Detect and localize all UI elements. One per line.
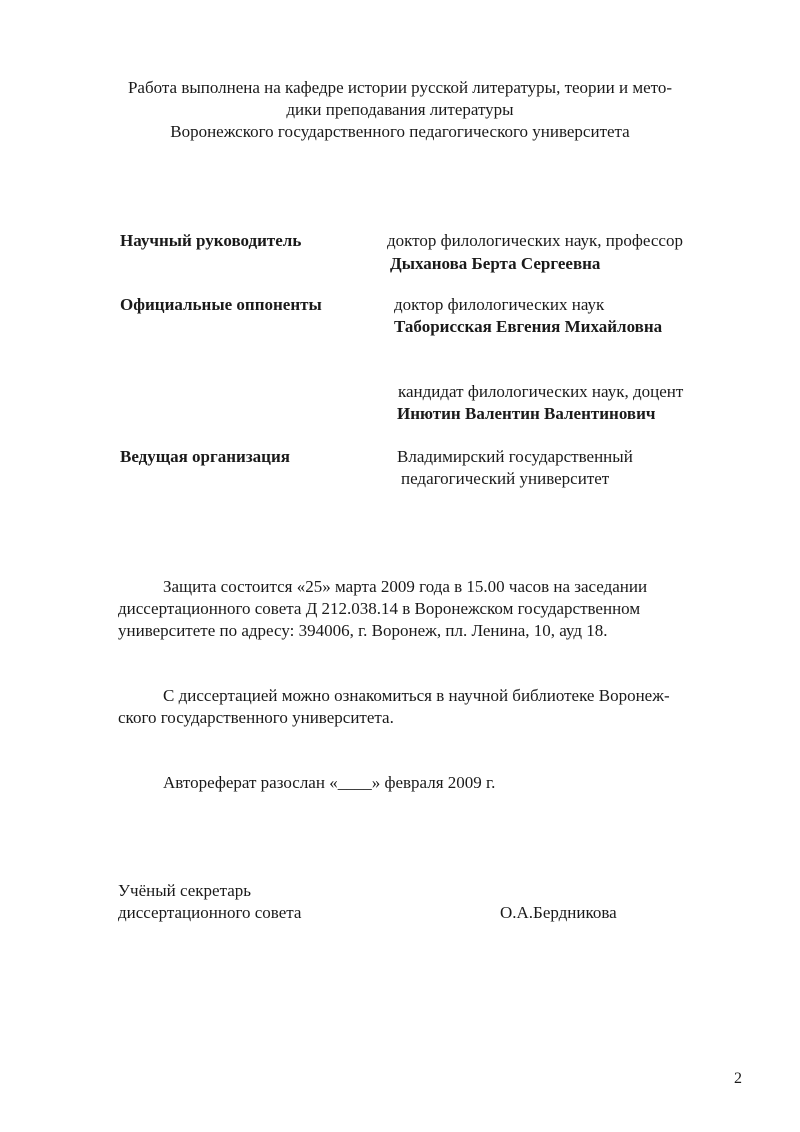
organization-label: Ведущая организация — [120, 447, 290, 466]
header-line-1: Работа выполнена на кафедре истории русской литературы, теории и мето- — [127, 78, 673, 97]
opponent-1-name: Таборисская Евгения Михайловна — [394, 317, 663, 336]
header-line-2: дики преподавания литературы — [286, 100, 514, 119]
advisor-label: Научный руководитель — [120, 231, 302, 250]
library-line-1: С диссертацией можно ознакомиться в научной библиотеке Воронеж- — [163, 686, 670, 705]
defense-line-2: диссертационного совета Д 212.038.14 в Воронежском государственном — [118, 599, 641, 618]
page-number: 2 — [734, 1070, 742, 1087]
secretary-title: Учёный секретарь — [118, 881, 252, 900]
organization-line-1: Владимирский государственный — [397, 447, 633, 466]
secretary-name: О.А.Бердникова — [500, 903, 617, 922]
advisor-degree: доктор филологических наук, профессор — [387, 231, 683, 250]
defense-line-1: Защита состоится «25» марта 2009 года в 15.00 часов на заседании — [163, 577, 648, 596]
secretary-council: диссертационного совета — [118, 903, 302, 922]
defense-line-3: университете по адресу: 394006, г. Воронеж, пл. Ленина, 10, ауд 18. — [118, 621, 608, 640]
library-line-2: ского государственного университета. — [118, 708, 394, 727]
distribution-text: Автореферат разослан «____» февраля 2009 г. — [163, 773, 496, 792]
opponent-2-name: Инютин Валентин Валентинович — [397, 404, 656, 423]
opponent-2-degree: кандидат филологических наук, доцент — [398, 382, 684, 401]
opponent-1-degree: доктор филологических наук — [394, 295, 605, 314]
opponents-label: Официальные оппоненты — [120, 295, 322, 314]
advisor-name: Дыханова Берта Сергеевна — [390, 254, 601, 273]
organization-line-2: педагогический университет — [401, 469, 610, 488]
header-line-3: Воронежского государственного педагогического университета — [170, 122, 630, 141]
